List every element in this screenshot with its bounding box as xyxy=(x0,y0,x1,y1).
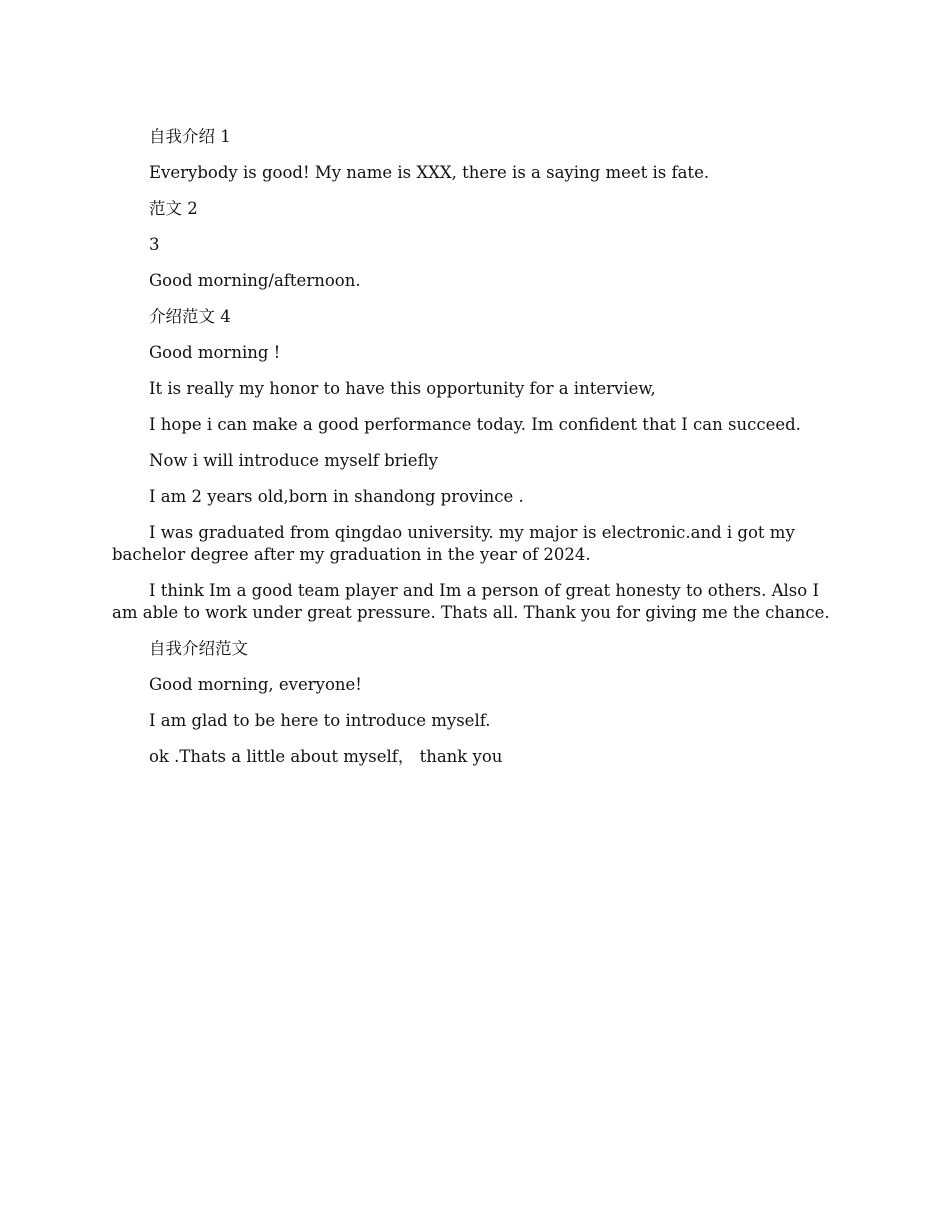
paragraph: Good morning, everyone! xyxy=(149,675,362,694)
paragraph: Now i will introduce myself briefly xyxy=(149,451,438,470)
paragraph: ok .Thats a little about myself， thank you xyxy=(149,747,503,766)
paragraph: It is really my honor to have this opportunity for a interview, xyxy=(149,379,656,398)
heading-intro-1: 自我介绍 1 xyxy=(149,127,231,146)
heading-3: 3 xyxy=(149,235,160,254)
paragraph: Good morning ! xyxy=(149,343,281,362)
paragraph: I am glad to be here to introduce myself. xyxy=(149,711,491,730)
paragraph: I am 2 years old,born in shandong province . xyxy=(149,487,524,506)
paragraph: I think Im a good team player and Im a person of great honesty to others. Also I am able to work under great pressure. Thats all. Thank you for giving me the chance. xyxy=(112,581,830,622)
paragraph: Good morning/afternoon. xyxy=(149,271,361,290)
heading-intro-sample: 自我介绍范文 xyxy=(149,639,248,658)
heading-sample-2: 范文 2 xyxy=(149,199,198,218)
paragraph: I hope i can make a good performance today. Im confident that I can succeed. xyxy=(149,415,801,434)
paragraph: Everybody is good! My name is XXX, there is a saying meet is fate. xyxy=(149,163,710,182)
document-body xyxy=(112,126,838,782)
heading-sample-4: 介绍范文 4 xyxy=(149,307,231,326)
paragraph: I was graduated from qingdao university. my major is electronic.and i got my bachelor degree after my graduation in the year of 2024. xyxy=(112,523,795,564)
